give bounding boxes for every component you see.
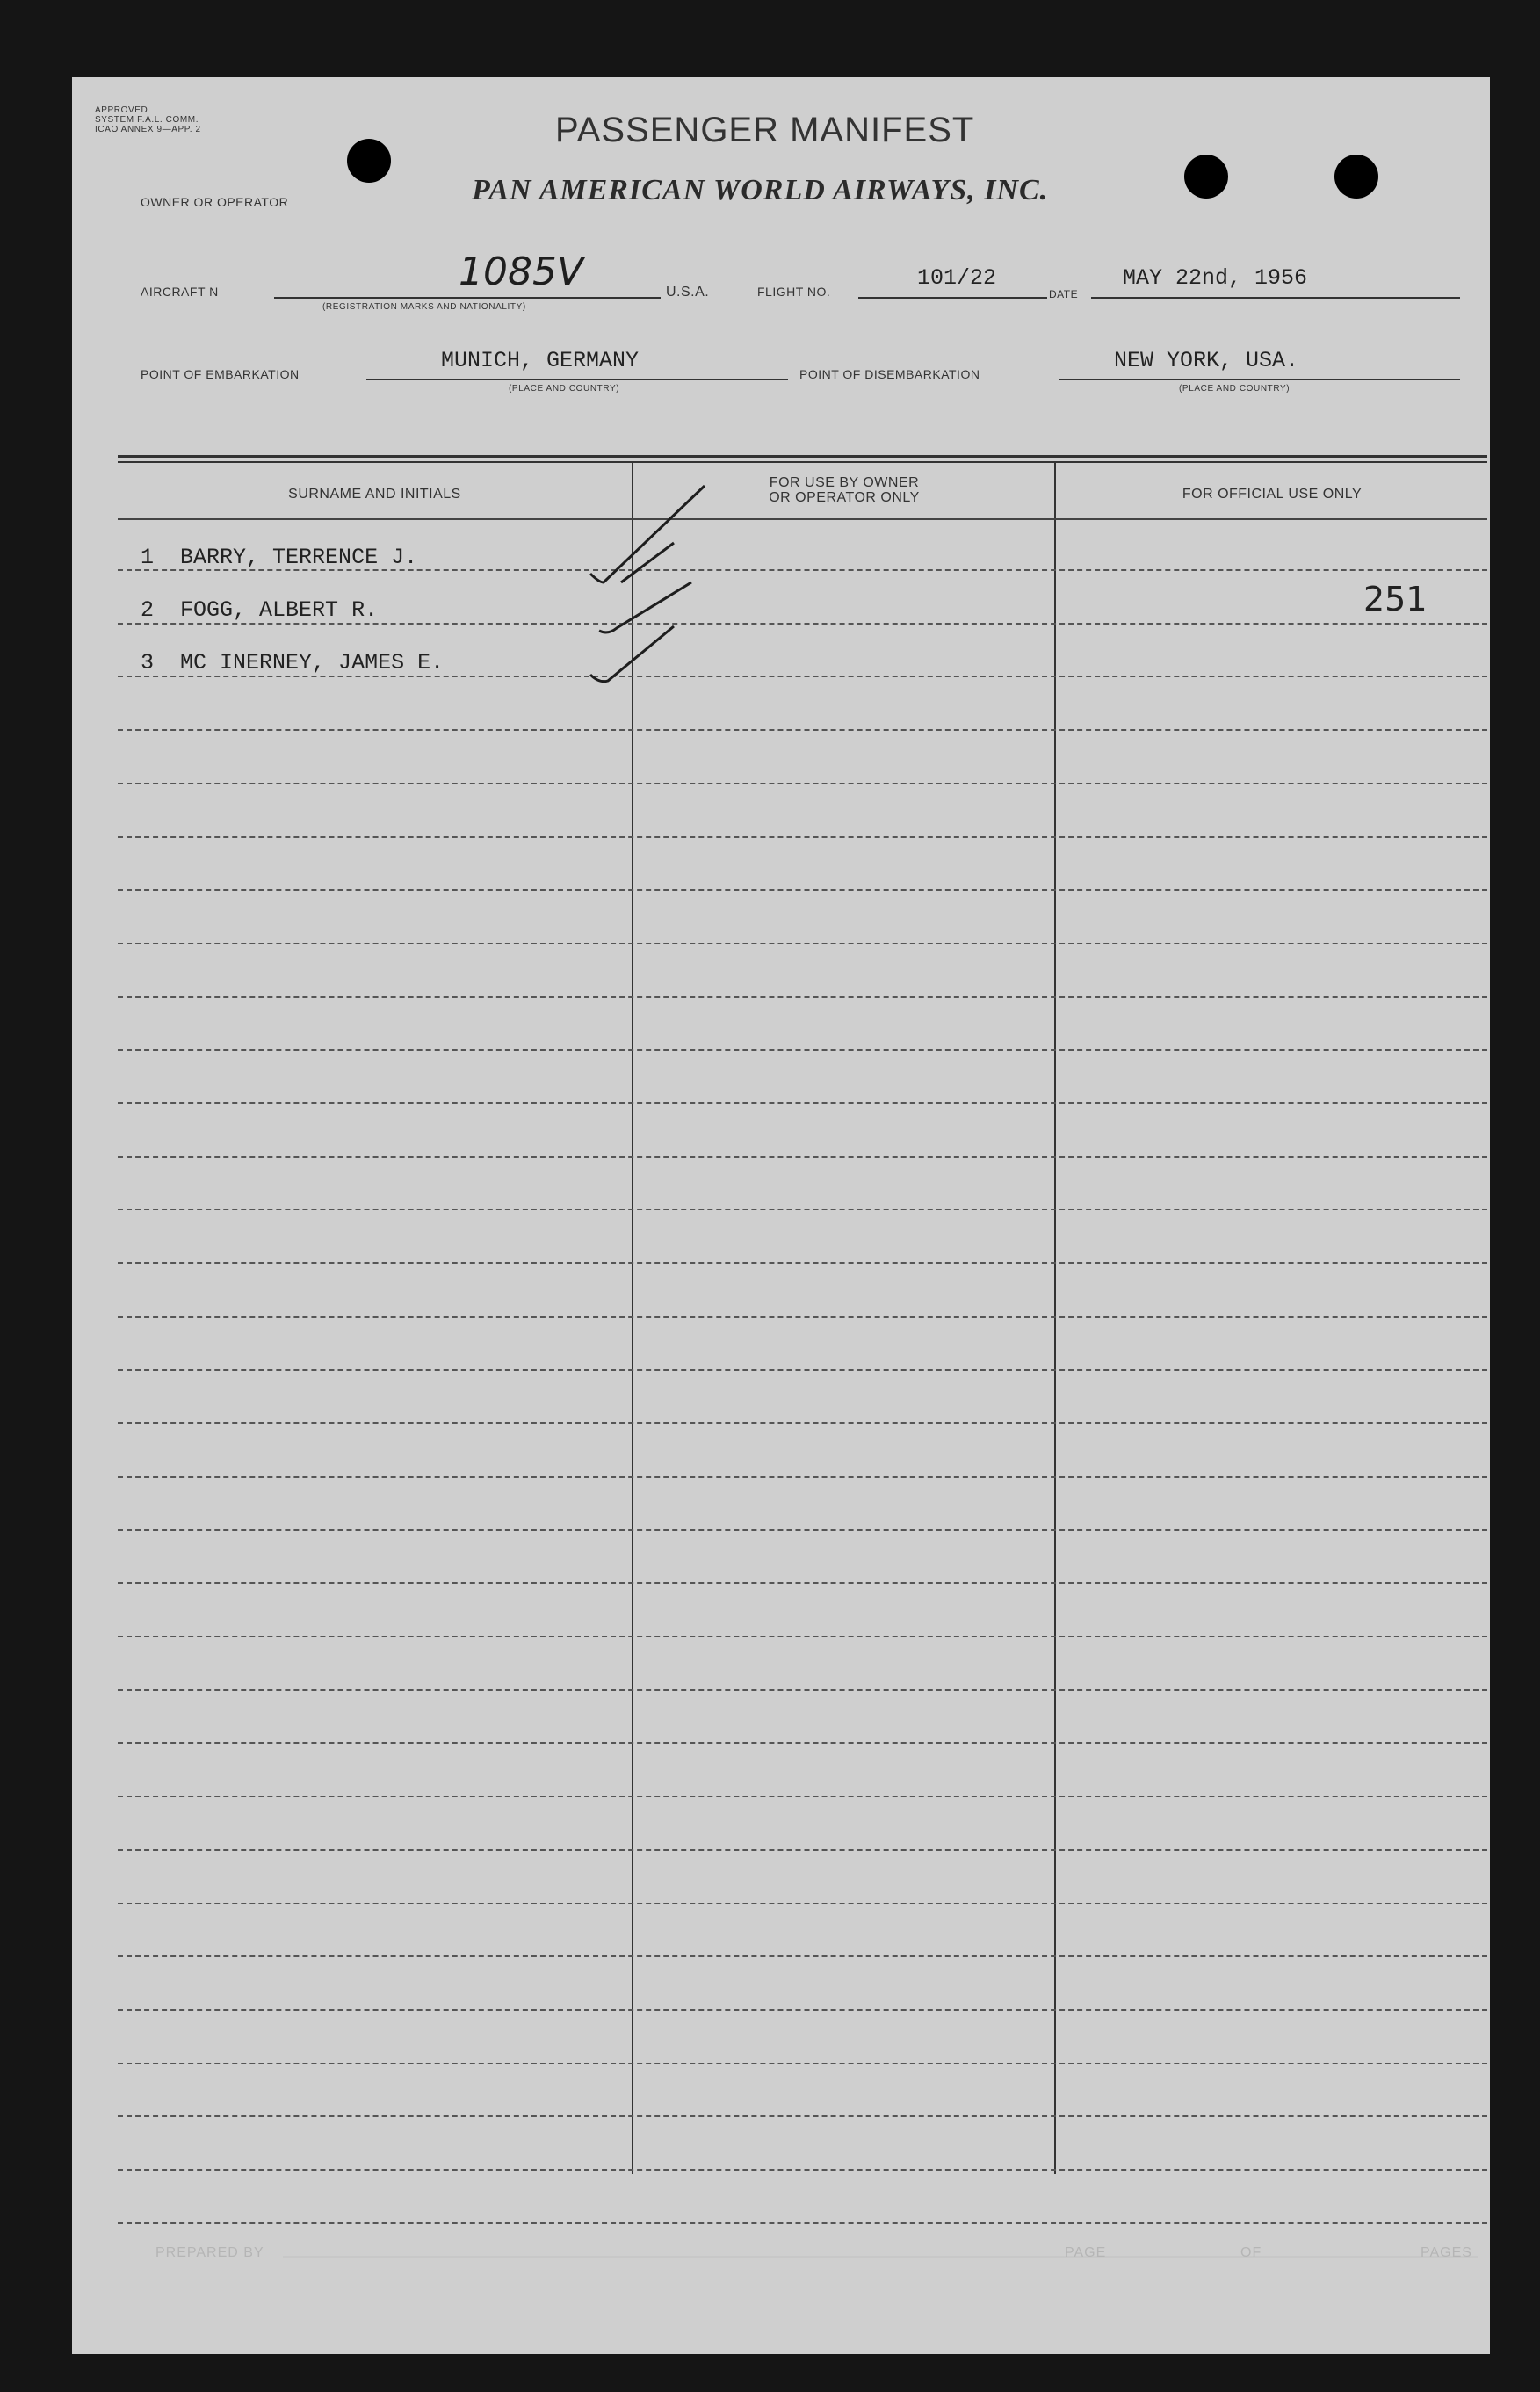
table-row-line <box>118 1476 1487 1478</box>
approval-line-1: APPROVED <box>95 105 148 115</box>
disembarkation-value: NEW YORK, USA. <box>1114 348 1299 373</box>
prepared-by-label: PREPARED BY <box>155 2245 264 2260</box>
table-row-line <box>118 1903 1487 1904</box>
punch-hole <box>1334 155 1378 199</box>
table-row-line <box>118 836 1487 838</box>
check-marks <box>582 451 792 776</box>
passenger-name: BARRY, TERRENCE J. <box>180 545 418 570</box>
passenger-number: 2 <box>141 597 155 623</box>
table-row-line <box>118 1796 1487 1797</box>
table-row-line <box>118 1156 1487 1158</box>
table-row-line <box>118 2222 1487 2224</box>
table-row-line <box>118 1316 1487 1318</box>
date-value: MAY 22nd, 1956 <box>1123 265 1308 291</box>
aircraft-value: 1085V <box>459 249 584 294</box>
aircraft-label: AIRCRAFT N— <box>141 285 232 299</box>
flight-value: 101/22 <box>917 265 997 291</box>
check-mark-icon <box>590 486 705 582</box>
check-mark-icon <box>590 626 674 682</box>
footer-line <box>283 2256 1478 2258</box>
disembarkation-sublabel: (PLACE AND COUNTRY) <box>1179 384 1291 394</box>
table-row-line <box>118 1369 1487 1371</box>
table-row-line <box>118 1689 1487 1691</box>
table-row-line <box>118 1742 1487 1744</box>
table-row-line <box>118 1849 1487 1851</box>
table-top-rule <box>118 455 1487 458</box>
check-mark-icon <box>621 543 674 582</box>
table-row-line <box>118 1262 1487 1264</box>
table-row-line <box>118 1529 1487 1531</box>
embarkation-label: POINT OF EMBARKATION <box>141 367 300 381</box>
page-label: PAGE <box>1065 2245 1107 2260</box>
flight-line <box>858 297 1047 299</box>
column-header-owner-use-line-1: FOR USE BY OWNER <box>769 475 920 490</box>
embarkation-sublabel: (PLACE AND COUNTRY) <box>509 384 620 394</box>
passenger-entry <box>141 545 417 570</box>
header-underline <box>118 518 1487 520</box>
approval-block <box>95 105 201 134</box>
punch-hole <box>1184 155 1228 199</box>
table-row-line <box>118 729 1487 731</box>
column-divider <box>1054 461 1056 2174</box>
table-row-line <box>118 1209 1487 1210</box>
manifest-page <box>72 77 1490 2354</box>
table-row-line <box>118 2063 1487 2064</box>
punch-hole <box>347 139 391 183</box>
table-row-line <box>118 1102 1487 1104</box>
table-row-line <box>118 1636 1487 1637</box>
table-row-line <box>118 1582 1487 1584</box>
date-label: DATE <box>1049 288 1079 300</box>
flight-label: FLIGHT NO. <box>757 285 831 299</box>
passenger-number: 3 <box>141 650 155 676</box>
table-row-line <box>118 2115 1487 2117</box>
column-header-owner-use-line-2: OR OPERATOR ONLY <box>769 490 920 505</box>
table-row-line <box>118 943 1487 944</box>
passenger-entry <box>141 597 378 623</box>
page-title: PASSENGER MANIFEST <box>555 111 975 149</box>
check-mark-icon <box>599 582 691 632</box>
disembarkation-label: POINT OF DISEMBARKATION <box>799 367 980 381</box>
embarkation-line <box>366 379 788 380</box>
owner-label: OWNER OR OPERATOR <box>141 195 289 209</box>
aircraft-nationality: U.S.A. <box>666 285 710 300</box>
table-row-line <box>118 2169 1487 2171</box>
passenger-number: 1 <box>141 545 155 570</box>
table-row-line <box>118 889 1487 891</box>
passenger-name: FOGG, ALBERT R. <box>180 597 379 623</box>
official-value: 251 <box>1363 580 1428 618</box>
aircraft-sublabel: (REGISTRATION MARKS AND NATIONALITY) <box>322 302 526 312</box>
passenger-entry <box>141 650 444 676</box>
embarkation-value: MUNICH, GERMANY <box>441 348 640 373</box>
pages-label: PAGES <box>1421 2245 1472 2260</box>
table-row-line <box>118 996 1487 998</box>
approval-line-2: SYSTEM F.A.L. COMM. <box>95 115 199 125</box>
column-header-official: FOR OFFICIAL USE ONLY <box>1182 487 1363 502</box>
table-row-line <box>118 1049 1487 1051</box>
table-row-line <box>118 1422 1487 1424</box>
date-line <box>1091 297 1460 299</box>
table-top-rule <box>118 461 1487 463</box>
passenger-name: MC INERNEY, JAMES E. <box>180 650 445 676</box>
column-header-surname: SURNAME AND INITIALS <box>288 487 461 502</box>
disembarkation-line <box>1059 379 1460 380</box>
airline-name: PAN AMERICAN WORLD AIRWAYS, INC. <box>472 174 1049 206</box>
table-row-line <box>118 2009 1487 2011</box>
approval-line-3: ICAO ANNEX 9—APP. 2 <box>95 125 201 134</box>
table-row-line <box>118 676 1487 677</box>
table-row-line <box>118 783 1487 784</box>
aircraft-line <box>274 297 661 299</box>
table-row-line <box>118 1955 1487 1957</box>
of-label: OF <box>1240 2245 1262 2260</box>
